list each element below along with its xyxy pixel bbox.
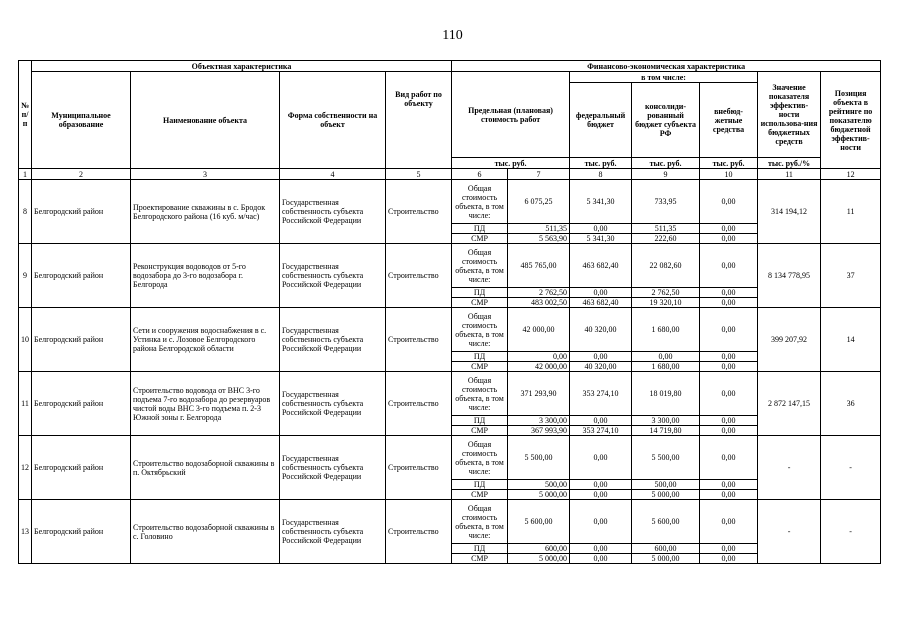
col-number: 2	[32, 169, 131, 180]
col-number: 10	[700, 169, 758, 180]
smr-label: СМР	[452, 554, 508, 564]
total-cost: 371 293,90	[508, 372, 570, 416]
row-number: 9	[19, 244, 32, 308]
pd-label: ПД	[452, 544, 508, 554]
object-name-cell: Реконструкция водоводов от 5-го водозабора до 3-го водозабора г. Белгорода	[131, 244, 280, 308]
header-fin-char: Финансово-экономическая характеристика	[452, 61, 881, 72]
smr-extrabudget: 0,00	[700, 234, 758, 244]
smr-cost: 5 000,00	[508, 490, 570, 500]
header-consolidated: консолиди-рованный бюджет субъекта РФ	[632, 83, 700, 158]
smr-extrabudget: 0,00	[700, 490, 758, 500]
total-federal: 5 341,30	[570, 180, 632, 224]
row-number: 8	[19, 180, 32, 244]
ownership-cell: Государственная собственность субъекта Российской Федерации	[280, 436, 386, 500]
work-type-cell: Строительство	[386, 372, 452, 436]
rating-position: -	[821, 436, 881, 500]
total-federal: 0,00	[570, 436, 632, 480]
total-cost: 42 000,00	[508, 308, 570, 352]
pd-federal: 0,00	[570, 288, 632, 298]
table-body	[19, 180, 881, 564]
ownership-cell: Государственная собственность субъекта Российской Федерации	[280, 244, 386, 308]
municipality-cell: Белгородский район	[32, 180, 131, 244]
total-extrabudget: 0,00	[700, 244, 758, 288]
indicator-value: 399 207,92	[758, 308, 821, 372]
pd-consolidated: 0,00	[632, 352, 700, 362]
total-extrabudget: 0,00	[700, 308, 758, 352]
table-row	[19, 180, 881, 224]
pd-cost: 511,35	[508, 224, 570, 234]
pd-cost: 500,00	[508, 480, 570, 490]
col-number: 12	[821, 169, 881, 180]
indicator-value: 8 134 778,95	[758, 244, 821, 308]
rating-position: 14	[821, 308, 881, 372]
object-name-cell: Строительство водозаборной скважины в п. Октябрьский	[131, 436, 280, 500]
total-extrabudget: 0,00	[700, 372, 758, 416]
table-row	[19, 372, 881, 416]
pd-cost: 0,00	[508, 352, 570, 362]
indicator-value: -	[758, 500, 821, 564]
col-number: 5	[386, 169, 452, 180]
table-row	[19, 500, 881, 544]
col-number: 11	[758, 169, 821, 180]
work-type-cell: Строительство	[386, 180, 452, 244]
object-name-cell: Проектирование скважины в с. Бродок Белгородского района (16 куб. м/час)	[131, 180, 280, 244]
smr-extrabudget: 0,00	[700, 298, 758, 308]
pd-cost: 2 762,50	[508, 288, 570, 298]
header-including: в том числе:	[570, 72, 758, 83]
object-name-cell: Сети и сооружения водоснабжения в с. Устинка и с. Лозовое Белгородского района Белгородской области	[131, 308, 280, 372]
header-object-char: Объектная характеристика	[32, 61, 452, 72]
work-type-cell: Строительство	[386, 500, 452, 564]
header-num: № п/п	[19, 61, 32, 169]
smr-extrabudget: 0,00	[700, 554, 758, 564]
work-type-cell: Строительство	[386, 436, 452, 500]
table-row	[19, 308, 881, 352]
pd-extrabudget: 0,00	[700, 416, 758, 426]
pd-federal: 0,00	[570, 416, 632, 426]
smr-consolidated: 14 719,80	[632, 426, 700, 436]
total-cost: 5 500,00	[508, 436, 570, 480]
col-number: 8	[570, 169, 632, 180]
total-consolidated: 22 082,60	[632, 244, 700, 288]
total-federal: 463 682,40	[570, 244, 632, 288]
smr-consolidated: 5 000,00	[632, 490, 700, 500]
total-label: Общая стоимость объекта, в том числе:	[452, 180, 508, 224]
header-federal: федеральный бюджет	[570, 83, 632, 158]
pd-cost: 600,00	[508, 544, 570, 554]
municipality-cell: Белгородский район	[32, 372, 131, 436]
indicator-value: 314 194,12	[758, 180, 821, 244]
rating-position: -	[821, 500, 881, 564]
indicator-value: -	[758, 436, 821, 500]
object-name-cell: Строительство водозаборной скважины в с. Головино	[131, 500, 280, 564]
pd-consolidated: 511,35	[632, 224, 700, 234]
table-row	[19, 436, 881, 480]
work-type-cell: Строительство	[386, 244, 452, 308]
table-header	[19, 61, 881, 180]
municipality-cell: Белгородский район	[32, 500, 131, 564]
unit-consolidated: тыс. руб.	[632, 158, 700, 169]
smr-federal: 5 341,30	[570, 234, 632, 244]
unit-federal: тыс. руб.	[570, 158, 632, 169]
investment-table	[18, 60, 881, 564]
smr-label: СМР	[452, 362, 508, 372]
total-extrabudget: 0,00	[700, 500, 758, 544]
header-indicator: Значение показателя эффектив-ности использова-ния бюджетных средств	[758, 72, 821, 158]
total-label: Общая стоимость объекта, в том числе:	[452, 500, 508, 544]
total-federal: 40 320,00	[570, 308, 632, 352]
pd-consolidated: 600,00	[632, 544, 700, 554]
pd-extrabudget: 0,00	[700, 544, 758, 554]
header-planned-cost: Предельная (плановая) стоимость работ	[452, 72, 570, 158]
smr-extrabudget: 0,00	[700, 362, 758, 372]
smr-federal: 353 274,10	[570, 426, 632, 436]
column-numbers-row	[19, 169, 881, 180]
smr-label: СМР	[452, 426, 508, 436]
work-type-cell: Строительство	[386, 308, 452, 372]
smr-extrabudget: 0,00	[700, 426, 758, 436]
total-consolidated: 5 600,00	[632, 500, 700, 544]
total-federal: 353 274,10	[570, 372, 632, 416]
col-number: 7	[508, 169, 570, 180]
ownership-cell: Государственная собственность субъекта Российской Федерации	[280, 180, 386, 244]
header-extrabudget: внебюд-жетные средства	[700, 83, 758, 158]
col-number: 6	[452, 169, 508, 180]
pd-consolidated: 3 300,00	[632, 416, 700, 426]
indicator-value: 2 872 147,15	[758, 372, 821, 436]
row-number: 13	[19, 500, 32, 564]
pd-extrabudget: 0,00	[700, 288, 758, 298]
municipality-cell: Белгородский район	[32, 308, 131, 372]
smr-federal: 463 682,40	[570, 298, 632, 308]
row-number: 12	[19, 436, 32, 500]
pd-federal: 0,00	[570, 352, 632, 362]
municipality-cell: Белгородский район	[32, 244, 131, 308]
ownership-cell: Государственная собственность субъекта Российской Федерации	[280, 500, 386, 564]
col-number: 3	[131, 169, 280, 180]
col-number: 4	[280, 169, 386, 180]
header-position: Позиция объекта в рейтинге по показателю бюджетной эффектив-ности	[821, 72, 881, 169]
smr-cost: 5 000,00	[508, 554, 570, 564]
smr-consolidated: 5 000,00	[632, 554, 700, 564]
total-cost: 6 075,25	[508, 180, 570, 224]
header-ownership: Форма собственности на объект	[280, 72, 386, 169]
total-extrabudget: 0,00	[700, 436, 758, 480]
total-cost: 485 765,00	[508, 244, 570, 288]
smr-label: СМР	[452, 234, 508, 244]
row-number: 10	[19, 308, 32, 372]
total-consolidated: 733,95	[632, 180, 700, 224]
header-work-type: Вид работ по объекту	[386, 72, 452, 169]
pd-label: ПД	[452, 224, 508, 234]
smr-label: СМР	[452, 298, 508, 308]
pd-label: ПД	[452, 352, 508, 362]
rating-position: 11	[821, 180, 881, 244]
smr-cost: 42 000,00	[508, 362, 570, 372]
smr-cost: 367 993,90	[508, 426, 570, 436]
pd-consolidated: 2 762,50	[632, 288, 700, 298]
pd-extrabudget: 0,00	[700, 224, 758, 234]
pd-extrabudget: 0,00	[700, 480, 758, 490]
table-row	[19, 244, 881, 288]
unit-cost: тыс. руб.	[452, 158, 570, 169]
smr-cost: 5 563,90	[508, 234, 570, 244]
ownership-cell: Государственная собственность субъекта Российской Федерации	[280, 372, 386, 436]
pd-label: ПД	[452, 416, 508, 426]
smr-federal: 0,00	[570, 554, 632, 564]
municipality-cell: Белгородский район	[32, 436, 131, 500]
header-object-name: Наименование объекта	[131, 72, 280, 169]
pd-label: ПД	[452, 480, 508, 490]
pd-federal: 0,00	[570, 480, 632, 490]
pd-label: ПД	[452, 288, 508, 298]
smr-consolidated: 19 320,10	[632, 298, 700, 308]
col-number: 1	[19, 169, 32, 180]
pd-extrabudget: 0,00	[700, 352, 758, 362]
pd-consolidated: 500,00	[632, 480, 700, 490]
page-number: 110	[442, 28, 463, 43]
ownership-cell: Государственная собственность субъекта Российской Федерации	[280, 308, 386, 372]
total-label: Общая стоимость объекта, в том числе:	[452, 308, 508, 352]
col-number: 9	[632, 169, 700, 180]
total-consolidated: 5 500,00	[632, 436, 700, 480]
pd-federal: 0,00	[570, 224, 632, 234]
unit-extrabudget: тыс. руб.	[700, 158, 758, 169]
smr-federal: 40 320,00	[570, 362, 632, 372]
total-cost: 5 600,00	[508, 500, 570, 544]
smr-consolidated: 222,60	[632, 234, 700, 244]
total-label: Общая стоимость объекта, в том числе:	[452, 244, 508, 288]
total-consolidated: 18 019,80	[632, 372, 700, 416]
smr-consolidated: 1 680,00	[632, 362, 700, 372]
total-federal: 0,00	[570, 500, 632, 544]
row-number: 11	[19, 372, 32, 436]
total-label: Общая стоимость объекта, в том числе:	[452, 436, 508, 480]
smr-federal: 0,00	[570, 490, 632, 500]
object-name-cell: Строительство водовода от ВНС 3-го подъема 7-го водозабора до резервуаров чистой воды ВНС 3-го подъема п. 2-3 Южной зоны г. Белгорода	[131, 372, 280, 436]
rating-position: 37	[821, 244, 881, 308]
total-consolidated: 1 680,00	[632, 308, 700, 352]
smr-cost: 483 002,50	[508, 298, 570, 308]
rating-position: 36	[821, 372, 881, 436]
header-municipality: Муниципальное образование	[32, 72, 131, 169]
smr-label: СМР	[452, 490, 508, 500]
total-extrabudget: 0,00	[700, 180, 758, 224]
pd-federal: 0,00	[570, 544, 632, 554]
total-label: Общая стоимость объекта, в том числе:	[452, 372, 508, 416]
pd-cost: 3 300,00	[508, 416, 570, 426]
unit-indicator: тыс. руб./%	[758, 158, 821, 169]
